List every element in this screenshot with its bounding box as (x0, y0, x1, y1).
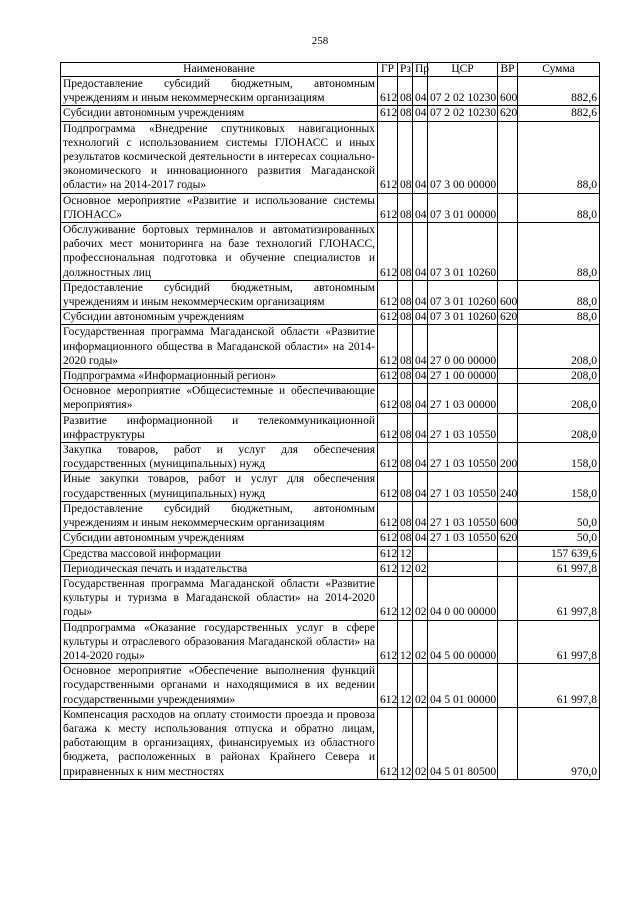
row-pr-cell: 04 (413, 384, 428, 413)
row-name-cell: Периодическая печать и издательства (61, 561, 378, 576)
row-csr-cell: 07 3 01 10260 (428, 280, 498, 309)
row-rz-cell: 12 (398, 707, 413, 779)
row-csr-cell (428, 561, 498, 576)
table-row (61, 576, 600, 620)
row-csr-cell: 04 5 01 00000 (428, 664, 498, 708)
row-gr-cell: 612 (378, 664, 398, 708)
row-sum-cell: 208,0 (518, 325, 600, 369)
row-pr-cell: 04 (413, 223, 428, 281)
row-pr-cell: 04 (413, 413, 428, 442)
row-sum-cell: 970,0 (518, 707, 600, 779)
header-name: Наименование (61, 63, 378, 77)
row-rz-cell: 08 (398, 472, 413, 501)
row-pr-cell: 04 (413, 325, 428, 369)
row-sum-cell: 208,0 (518, 369, 600, 384)
row-csr-cell: 07 3 00 00000 (428, 121, 498, 193)
table-row (61, 664, 600, 708)
header-pr: Пр (413, 63, 428, 77)
row-gr-cell: 612 (378, 325, 398, 369)
row-vr-cell: 240 (498, 472, 518, 501)
row-pr-cell: 04 (413, 501, 428, 530)
row-vr-cell (498, 413, 518, 442)
row-rz-cell: 08 (398, 106, 413, 121)
row-sum-cell: 50,0 (518, 531, 600, 546)
row-rz-cell: 12 (398, 561, 413, 576)
row-gr-cell: 612 (378, 707, 398, 779)
row-rz-cell: 08 (398, 223, 413, 281)
row-pr-cell: 04 (413, 121, 428, 193)
table-row (61, 106, 600, 121)
row-pr-cell: 02 (413, 664, 428, 708)
row-rz-cell: 08 (398, 121, 413, 193)
table-row (61, 325, 600, 369)
row-csr-cell: 27 1 03 10550 (428, 413, 498, 442)
row-csr-cell (428, 546, 498, 561)
row-name-cell: Субсидии автономным учреждениям (61, 106, 378, 121)
row-sum-cell: 88,0 (518, 310, 600, 325)
row-csr-cell: 07 3 01 10260 (428, 223, 498, 281)
row-gr-cell: 612 (378, 310, 398, 325)
row-gr-cell: 612 (378, 472, 398, 501)
row-sum-cell: 882,6 (518, 106, 600, 121)
row-sum-cell: 61 997,8 (518, 561, 600, 576)
row-vr-cell (498, 193, 518, 222)
row-name-cell: Государственная программа Магаданской области «Развитие информационного общества в Магаданской области» на 2014-2020 годы» (61, 325, 378, 369)
table-row (61, 546, 600, 561)
row-csr-cell: 07 2 02 10230 (428, 77, 498, 106)
row-pr-cell: 04 (413, 443, 428, 472)
row-sum-cell: 208,0 (518, 384, 600, 413)
row-csr-cell: 27 0 00 00000 (428, 325, 498, 369)
row-rz-cell: 08 (398, 369, 413, 384)
row-vr-cell: 600 (498, 77, 518, 106)
row-csr-cell: 04 5 01 80500 (428, 707, 498, 779)
row-rz-cell: 08 (398, 501, 413, 530)
row-vr-cell: 600 (498, 280, 518, 309)
row-sum-cell: 158,0 (518, 443, 600, 472)
row-gr-cell: 612 (378, 223, 398, 281)
row-csr-cell: 04 0 00 00000 (428, 576, 498, 620)
row-gr-cell: 612 (378, 546, 398, 561)
row-pr-cell: 02 (413, 576, 428, 620)
row-csr-cell: 27 1 03 10550 (428, 501, 498, 530)
row-rz-cell: 12 (398, 620, 413, 664)
row-sum-cell: 882,6 (518, 77, 600, 106)
row-gr-cell: 612 (378, 384, 398, 413)
row-name-cell: Подпрограмма «Внедрение спутниковых навигационных технологий с использованием системы ГЛОНАСС и иных результатов космической деятельности в интересах социально-экономического и инновационного развития Магаданской области» на 2014-2017 годы» (61, 121, 378, 193)
row-vr-cell (498, 384, 518, 413)
row-gr-cell: 612 (378, 369, 398, 384)
row-vr-cell: 620 (498, 531, 518, 546)
row-sum-cell: 157 639,6 (518, 546, 600, 561)
table-row (61, 384, 600, 413)
header-rz: Рз (398, 63, 413, 77)
header-vr: ВР (498, 63, 518, 77)
row-sum-cell: 61 997,8 (518, 576, 600, 620)
row-rz-cell: 08 (398, 193, 413, 222)
row-vr-cell (498, 369, 518, 384)
row-rz-cell: 12 (398, 546, 413, 561)
row-vr-cell: 620 (498, 310, 518, 325)
table-body (61, 77, 600, 780)
row-name-cell: Средства массовой информации (61, 546, 378, 561)
row-csr-cell: 27 1 03 10550 (428, 443, 498, 472)
row-name-cell: Основное мероприятие «Развитие и использование системы ГЛОНАСС» (61, 193, 378, 222)
row-sum-cell: 158,0 (518, 472, 600, 501)
header-csr: ЦСР (428, 63, 498, 77)
table-row (61, 561, 600, 576)
row-name-cell: Предоставление субсидий бюджетным, автономным учреждениям и иным некоммерческим организациям (61, 280, 378, 309)
row-rz-cell: 08 (398, 77, 413, 106)
table-row (61, 369, 600, 384)
row-sum-cell: 208,0 (518, 413, 600, 442)
row-csr-cell: 27 1 03 10550 (428, 472, 498, 501)
header-sum: Сумма (518, 63, 600, 77)
row-pr-cell: 04 (413, 280, 428, 309)
row-rz-cell: 08 (398, 443, 413, 472)
row-vr-cell: 600 (498, 501, 518, 530)
row-csr-cell: 07 2 02 10230 (428, 106, 498, 121)
row-name-cell: Обслуживание бортовых терминалов и автоматизированных рабочих мест мониторинга на базе технологий ГЛОНАСС, профессиональная подготовка и обучение специалистов и должностных лиц (61, 223, 378, 281)
row-vr-cell (498, 707, 518, 779)
row-pr-cell: 02 (413, 620, 428, 664)
row-name-cell: Развитие информационной и телекоммуникационной инфраструктуры (61, 413, 378, 442)
row-vr-cell (498, 121, 518, 193)
row-name-cell: Субсидии автономным учреждениям (61, 310, 378, 325)
row-name-cell: Субсидии автономным учреждениям (61, 531, 378, 546)
row-pr-cell: 04 (413, 77, 428, 106)
row-csr-cell: 27 1 03 10550 (428, 531, 498, 546)
row-gr-cell: 612 (378, 531, 398, 546)
row-sum-cell: 61 997,8 (518, 620, 600, 664)
row-vr-cell (498, 576, 518, 620)
row-vr-cell: 620 (498, 106, 518, 121)
row-vr-cell (498, 620, 518, 664)
row-pr-cell: 04 (413, 193, 428, 222)
row-pr-cell: 04 (413, 310, 428, 325)
table-row (61, 707, 600, 779)
row-sum-cell: 50,0 (518, 501, 600, 530)
row-rz-cell: 12 (398, 664, 413, 708)
row-rz-cell: 08 (398, 325, 413, 369)
row-sum-cell: 61 997,8 (518, 664, 600, 708)
table-row (61, 121, 600, 193)
row-gr-cell: 612 (378, 106, 398, 121)
row-vr-cell (498, 664, 518, 708)
row-sum-cell: 88,0 (518, 193, 600, 222)
row-csr-cell: 07 3 01 00000 (428, 193, 498, 222)
row-rz-cell: 12 (398, 576, 413, 620)
row-sum-cell: 88,0 (518, 121, 600, 193)
row-vr-cell (498, 546, 518, 561)
table-header-row (61, 63, 600, 77)
table-row (61, 531, 600, 546)
row-pr-cell: 02 (413, 561, 428, 576)
table-row (61, 620, 600, 664)
row-name-cell: Закупка товаров, работ и услуг для обеспечения государственных (муниципальных) нужд (61, 443, 378, 472)
row-vr-cell: 200 (498, 443, 518, 472)
row-pr-cell (413, 546, 428, 561)
row-name-cell: Государственная программа Магаданской области «Развитие культуры и туризма в Магаданской области» на 2014-2020 годы» (61, 576, 378, 620)
page-number: 258 (311, 35, 329, 47)
row-gr-cell: 612 (378, 413, 398, 442)
header-gr: ГР (378, 63, 398, 77)
row-sum-cell: 88,0 (518, 223, 600, 281)
row-pr-cell: 04 (413, 106, 428, 121)
table-row (61, 501, 600, 530)
row-name-cell: Основное мероприятие «Обеспечение выполнения функций государственными органами и находящимися в их ведении государственными учреждениями» (61, 664, 378, 708)
budget-table (60, 62, 600, 780)
row-pr-cell: 02 (413, 707, 428, 779)
row-pr-cell: 04 (413, 472, 428, 501)
table-row (61, 77, 600, 106)
table-row (61, 280, 600, 309)
row-rz-cell: 08 (398, 413, 413, 442)
table-row (61, 472, 600, 501)
row-vr-cell (498, 223, 518, 281)
table-row (61, 443, 600, 472)
table-row (61, 310, 600, 325)
row-vr-cell (498, 561, 518, 576)
row-sum-cell: 88,0 (518, 280, 600, 309)
row-name-cell: Предоставление субсидий бюджетным, автономным учреждениям и иным некоммерческим организациям (61, 501, 378, 530)
row-rz-cell: 08 (398, 384, 413, 413)
row-rz-cell: 08 (398, 310, 413, 325)
row-gr-cell: 612 (378, 443, 398, 472)
row-csr-cell: 07 3 01 10260 (428, 310, 498, 325)
row-rz-cell: 08 (398, 280, 413, 309)
row-vr-cell (498, 325, 518, 369)
row-gr-cell: 612 (378, 576, 398, 620)
row-csr-cell: 27 1 03 00000 (428, 384, 498, 413)
row-csr-cell: 27 1 00 00000 (428, 369, 498, 384)
row-csr-cell: 04 5 00 00000 (428, 620, 498, 664)
row-pr-cell: 04 (413, 369, 428, 384)
row-name-cell: Подпрограмма «Информационный регион» (61, 369, 378, 384)
row-gr-cell: 612 (378, 620, 398, 664)
row-gr-cell: 612 (378, 501, 398, 530)
row-gr-cell: 612 (378, 193, 398, 222)
row-gr-cell: 612 (378, 77, 398, 106)
row-pr-cell: 04 (413, 531, 428, 546)
row-name-cell: Иные закупки товаров, работ и услуг для обеспечения государственных (муниципальных) нужд (61, 472, 378, 501)
table-row (61, 193, 600, 222)
row-rz-cell: 08 (398, 531, 413, 546)
table-row (61, 413, 600, 442)
row-gr-cell: 612 (378, 121, 398, 193)
row-name-cell: Компенсация расходов на оплату стоимости проезда и провоза багажа к месту использования отпуска и обратно лицам, работающим в организациях, финансируемых из областного бюджета, расположенных в районах Крайнего Севера и приравненных к ним местностях (61, 707, 378, 779)
row-name-cell: Основное мероприятие «Общесистемные и обеспечивающие мероприятия» (61, 384, 378, 413)
row-name-cell: Подпрограмма «Оказание государственных услуг в сфере культуры и отраслевого образования Магаданской области» на 2014-2020 годы» (61, 620, 378, 664)
table-row (61, 223, 600, 281)
row-gr-cell: 612 (378, 280, 398, 309)
row-gr-cell: 612 (378, 561, 398, 576)
row-name-cell: Предоставление субсидий бюджетным, автономным учреждениям и иным некоммерческим организациям (61, 77, 378, 106)
